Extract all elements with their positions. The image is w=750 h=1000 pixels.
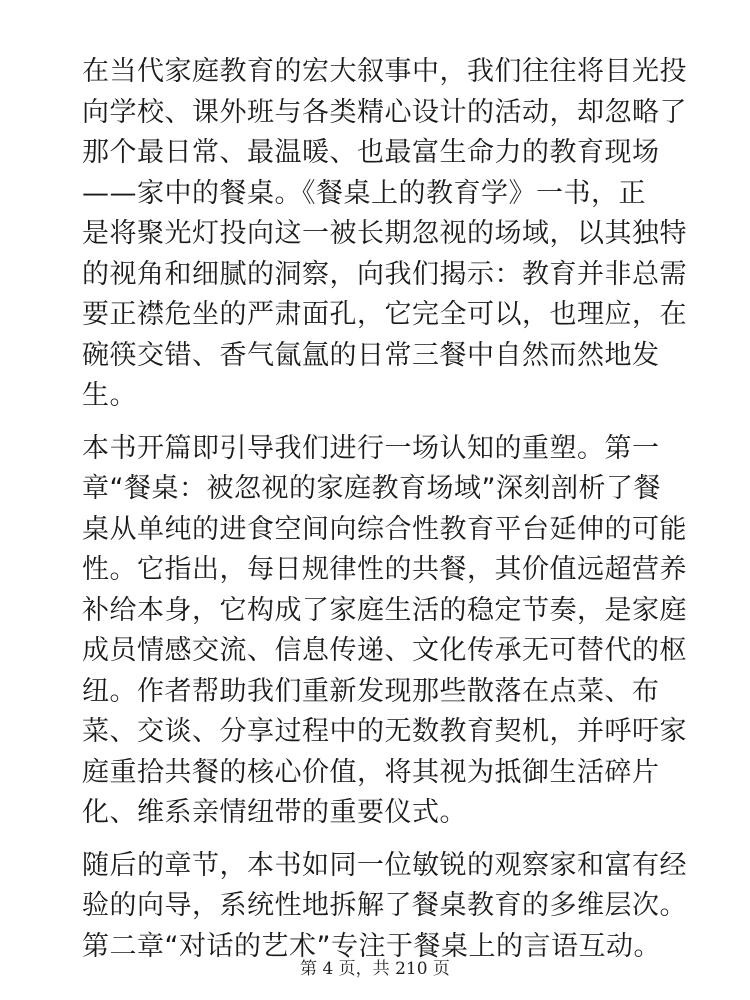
text-line: 要正襟危坐的严肃面孔，它完全可以，也理应，在	[82, 299, 687, 330]
text-line: 化、维系亲情纽带的重要仪式。	[82, 797, 467, 828]
text-line: 庭重拾共餐的核心价值，将其视为抵御生活碎片	[82, 756, 660, 788]
text-line: 成员情感交流、信息传递、文化传承无可替代的枢	[82, 635, 687, 666]
paragraph-1	[82, 52, 687, 417]
text-line: 在当代家庭教育的宏大叙事中，我们往往将目光投	[82, 56, 687, 87]
text-line: 的视角和细腻的洞察，向我们揭示：教育并非总需	[82, 258, 687, 290]
paragraph-2	[82, 429, 687, 834]
text-line: 是将聚光灯投向这一被长期忽视的场域，以其独特	[82, 218, 687, 249]
text-line: 向学校、课外班与各类精心设计的活动，却忽略了	[82, 96, 687, 128]
page-number: 第 4 页，共 210 页	[300, 959, 450, 979]
text-line: 本书开篇即引导我们进行一场认知的重塑。第一	[82, 432, 660, 464]
text-line: 纽。作者帮助我们重新发现那些散落在点菜、布	[82, 675, 660, 707]
text-line: 性。它指出，每日规律性的共餐，其价值远超营养	[82, 554, 687, 585]
text-line: 随后的章节，本书如同一位敏锐的观察家和富有经	[82, 849, 687, 881]
text-line: 验的向导，系统性地拆解了餐桌教育的多维层次。	[82, 890, 687, 921]
text-line: 碗筷交错、香气氤氲的日常三餐中自然而然地发	[82, 339, 660, 371]
body-text	[82, 52, 687, 979]
text-line: 桌从单纯的进食空间向综合性教育平台延伸的可能	[82, 513, 687, 545]
paragraph-3	[82, 846, 687, 968]
text-line: 那个最日常、最温暖、也最富生命力的教育现场	[82, 137, 660, 168]
text-line: 补给本身，它构成了家庭生活的稳定节奏，是家庭	[82, 594, 687, 626]
text-line: 第二章“对话的艺术”专注于餐桌上的言语互动。	[82, 930, 661, 962]
text-line: 生。	[82, 380, 137, 411]
text-line: ——家中的餐桌。《餐桌上的教育学》一书，正	[82, 177, 646, 209]
text-line: 章“餐桌：被忽视的家庭教育场域”深刻剖析了餐	[82, 473, 661, 504]
text-line: 菜、交谈、分享过程中的无数教育契机，并呼吁家	[82, 716, 687, 747]
